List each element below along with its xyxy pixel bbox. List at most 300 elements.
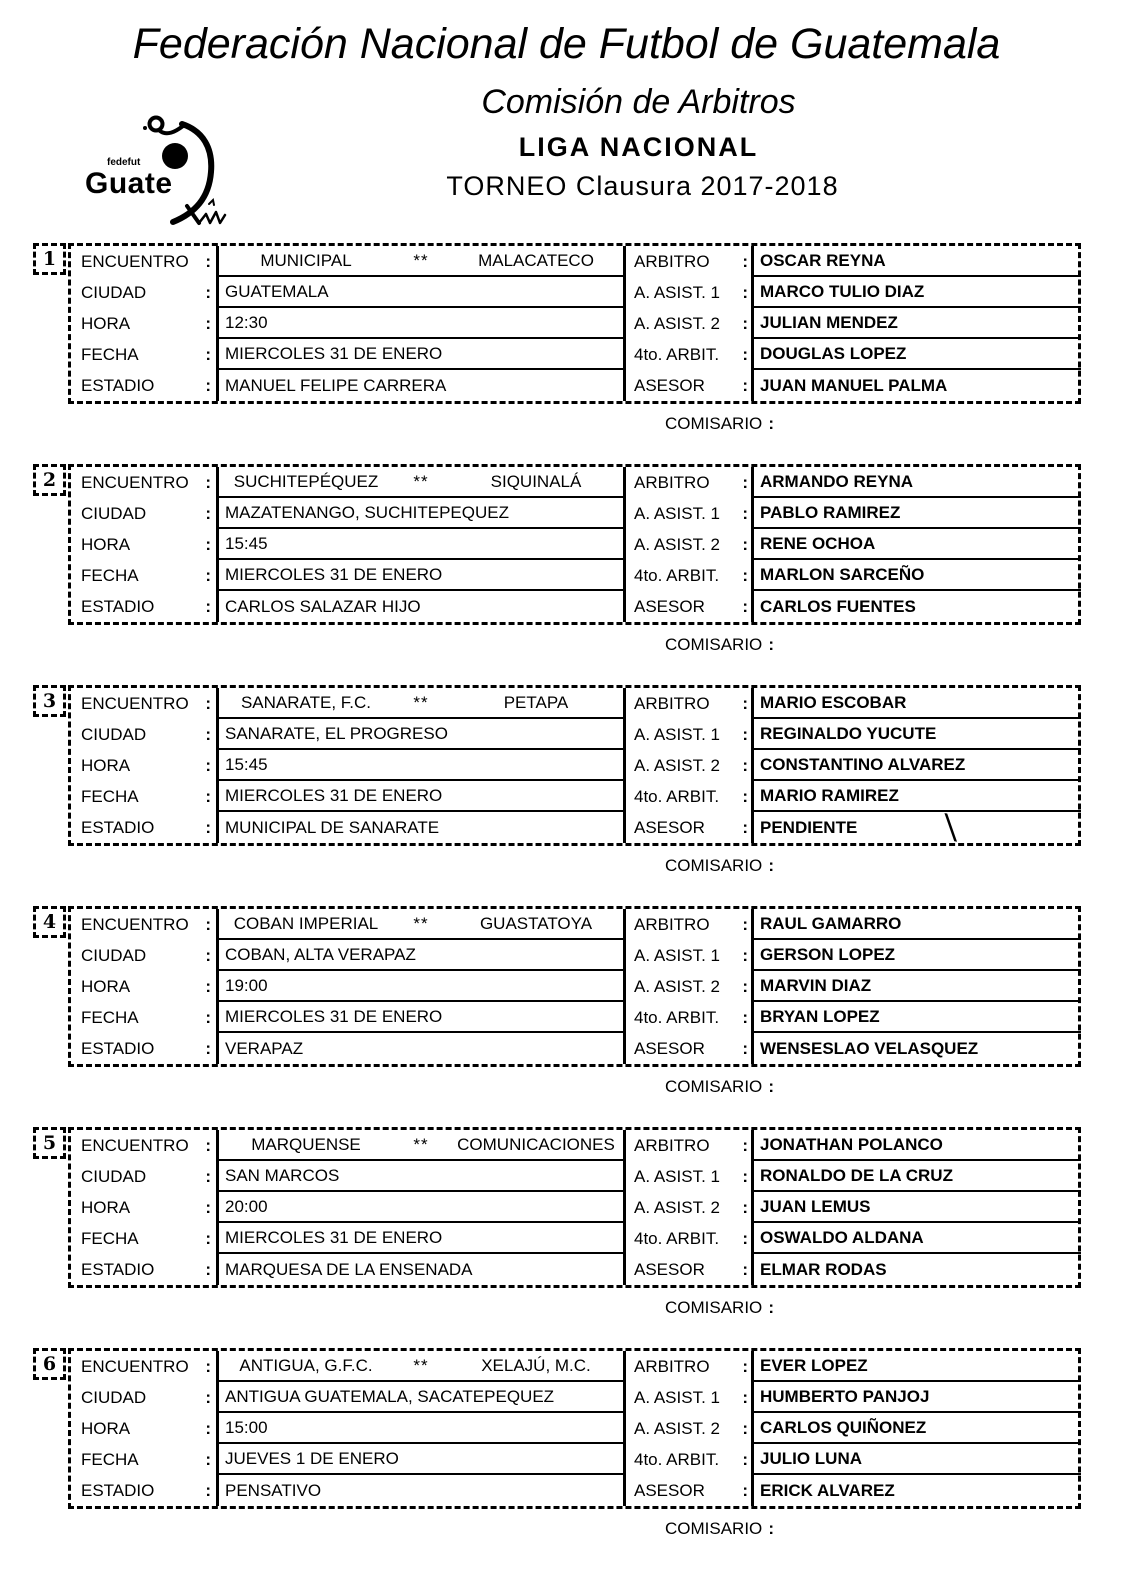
- cuarto-arbitro-value: MARLON SARCEÑO: [754, 560, 1081, 591]
- away-team: COMUNICACIONES: [457, 1134, 615, 1154]
- colon: :: [742, 724, 748, 744]
- hora-value: 20:00: [219, 1192, 623, 1223]
- home-team: COBAN IMPERIAL: [233, 913, 379, 933]
- colon: :: [205, 1007, 211, 1027]
- asist2-value: MARVIN DIAZ: [754, 971, 1081, 1002]
- page-subtitle: Comisión de Arbitros: [481, 83, 796, 121]
- asesor-label-row: [634, 1475, 751, 1506]
- encuentro-label: ENCUENTRO: [81, 472, 189, 492]
- match-block: [33, 464, 1083, 658]
- cuarto-arbitro-label: 4to. ARBIT.: [634, 1007, 720, 1027]
- fecha-label-row: [81, 1002, 216, 1033]
- arbitro-label: ARBITRO: [634, 1135, 710, 1155]
- colon: :: [205, 1135, 211, 1155]
- colon: :: [205, 282, 211, 302]
- colon: :: [742, 313, 748, 333]
- comisario-label: COMISARIO: [665, 1077, 763, 1096]
- asist2-value: JUAN LEMUS: [754, 1192, 1081, 1223]
- hora-label-row: [81, 529, 216, 560]
- colon: :: [742, 344, 748, 364]
- fecha-label-row: [81, 1444, 216, 1475]
- match-number: 3: [33, 685, 66, 717]
- colon: :: [205, 724, 211, 744]
- asist1-label: A. ASIST. 1: [634, 724, 720, 744]
- asist2-label: A. ASIST. 2: [634, 313, 720, 333]
- asesor-value: [754, 591, 1081, 622]
- colon: :: [768, 856, 774, 875]
- ciudad-value: ANTIGUA GUATEMALA, SACATEPEQUEZ: [219, 1382, 623, 1413]
- match-grid: [68, 906, 1081, 1067]
- estadio-label-row: [81, 591, 216, 622]
- asesor-label: ASESOR: [634, 817, 705, 837]
- arbitro-value: EVER LOPEZ: [754, 1351, 1081, 1382]
- arbitro-label: ARBITRO: [634, 251, 710, 271]
- colon: :: [742, 976, 748, 996]
- asist2-value: RENE OCHOA: [754, 529, 1081, 560]
- ciudad-label: CIUDAD: [81, 1387, 147, 1407]
- colon: :: [742, 1166, 748, 1186]
- asist2-value: CARLOS QUIÑONEZ: [754, 1413, 1081, 1444]
- estadio-label: ESTADIO: [81, 375, 155, 395]
- colon: :: [205, 817, 211, 837]
- right-label-column: [623, 467, 751, 622]
- document-header: [0, 0, 1133, 238]
- fecha-label: FECHA: [81, 786, 139, 806]
- ciudad-value: SAN MARCOS: [219, 1161, 623, 1192]
- right-value-column: [751, 1130, 1081, 1285]
- asesor-value: [754, 1033, 1081, 1064]
- colon: :: [205, 375, 211, 395]
- colon: :: [205, 344, 211, 364]
- asesor-value: [754, 1254, 1081, 1285]
- colon: :: [205, 251, 211, 271]
- colon: :: [205, 596, 211, 616]
- colon: :: [205, 976, 211, 996]
- asist1-value: REGINALDO YUCUTE: [754, 719, 1081, 750]
- comisario-row: [665, 632, 785, 658]
- arbitro-label-row: [634, 246, 751, 277]
- colon: :: [742, 817, 748, 837]
- match-number: 2: [33, 464, 66, 496]
- comisario-row: [665, 853, 785, 879]
- estadio-label: ESTADIO: [81, 817, 155, 837]
- hora-label: HORA: [81, 1197, 131, 1217]
- encuentro-label-row: [81, 1351, 216, 1382]
- versus-mark: **: [413, 1134, 429, 1154]
- estadio-value: VERAPAZ: [225, 1038, 304, 1058]
- fecha-label-row: [81, 560, 216, 591]
- ciudad-value: MAZATENANGO, SUCHITEPEQUEZ: [219, 498, 623, 529]
- asist2-label: A. ASIST. 2: [634, 976, 720, 996]
- fecha-label: FECHA: [81, 565, 139, 585]
- fecha-value: JUEVES 1 DE ENERO: [219, 1444, 623, 1475]
- encuentro-value: [219, 688, 623, 719]
- versus-mark: **: [413, 913, 429, 933]
- left-label-column: [71, 688, 216, 843]
- fecha-label-row: [81, 1223, 216, 1254]
- soccer-player-logo-icon: [83, 110, 295, 238]
- asist1-label: A. ASIST. 1: [634, 1166, 720, 1186]
- ciudad-label: CIUDAD: [81, 1166, 147, 1186]
- colon: :: [742, 1259, 748, 1279]
- fedefut-guate-logo: [83, 110, 295, 238]
- hora-label-row: [81, 1413, 216, 1444]
- tournament-title: TORNEO Clausura 2017-2018: [446, 171, 839, 201]
- home-team: MUNICIPAL: [260, 250, 352, 270]
- colon: :: [205, 1038, 211, 1058]
- asist2-label-row: [634, 308, 751, 339]
- right-value-column: [751, 688, 1081, 843]
- match-grid: [68, 685, 1081, 846]
- right-value-column: [751, 909, 1081, 1064]
- fecha-value: MIERCOLES 31 DE ENERO: [219, 1223, 623, 1254]
- colon: :: [742, 693, 748, 713]
- encuentro-value: [219, 909, 623, 940]
- comisario-row: [665, 1516, 785, 1542]
- comisario-row: [665, 1074, 785, 1100]
- colon: :: [742, 565, 748, 585]
- colon: :: [205, 1166, 211, 1186]
- left-label-column: [71, 1130, 216, 1285]
- encuentro-label: ENCUENTRO: [81, 1356, 189, 1376]
- colon: :: [742, 1197, 748, 1217]
- colon: :: [768, 1519, 774, 1538]
- cuarto-arbitro-label-row: [634, 1002, 751, 1033]
- hora-label: HORA: [81, 313, 131, 333]
- home-team: ANTIGUA, G.F.C.: [239, 1355, 373, 1375]
- colon: :: [205, 1259, 211, 1279]
- ciudad-label-row: [81, 719, 216, 750]
- asist1-value: GERSON LOPEZ: [754, 940, 1081, 971]
- ciudad-label-row: [81, 277, 216, 308]
- asist1-label: A. ASIST. 1: [634, 282, 720, 302]
- right-label-column: [623, 688, 751, 843]
- estadio-label: ESTADIO: [81, 1480, 155, 1500]
- cuarto-arbitro-value: OSWALDO ALDANA: [754, 1223, 1081, 1254]
- colon: :: [205, 313, 211, 333]
- fecha-label-row: [81, 339, 216, 370]
- asist1-label: A. ASIST. 1: [634, 945, 720, 965]
- cuarto-arbitro-value: DOUGLAS LOPEZ: [754, 339, 1081, 370]
- left-value-column: [216, 909, 623, 1064]
- colon: :: [205, 1197, 211, 1217]
- hora-label: HORA: [81, 534, 131, 554]
- left-label-column: [71, 909, 216, 1064]
- asist1-label-row: [634, 1382, 751, 1413]
- fecha-value: MIERCOLES 31 DE ENERO: [219, 1002, 623, 1033]
- asist2-value: CONSTANTINO ALVAREZ: [754, 750, 1081, 781]
- fecha-value: MIERCOLES 31 DE ENERO: [219, 560, 623, 591]
- colon: :: [205, 786, 211, 806]
- versus-mark: **: [413, 692, 429, 712]
- encuentro-label-row: [81, 1130, 216, 1161]
- estadio-label-row: [81, 812, 216, 843]
- right-label-column: [623, 246, 751, 401]
- match-block: [33, 1127, 1083, 1321]
- cuarto-arbitro-label-row: [634, 1223, 751, 1254]
- colon: :: [742, 596, 748, 616]
- left-label-column: [71, 467, 216, 622]
- hora-label-row: [81, 971, 216, 1002]
- encuentro-value: [219, 1130, 623, 1161]
- cuarto-arbitro-label-row: [634, 560, 751, 591]
- cuarto-arbitro-label-row: [634, 339, 751, 370]
- estadio-label-row: [81, 1254, 216, 1285]
- estadio-label: ESTADIO: [81, 1038, 155, 1058]
- asesor-label-row: [634, 812, 751, 843]
- left-label-column: [71, 246, 216, 401]
- league-title: LIGA NACIONAL: [518, 132, 759, 162]
- asist1-label-row: [634, 498, 751, 529]
- left-value-column: [216, 1130, 623, 1285]
- hora-label: HORA: [81, 976, 131, 996]
- ciudad-value: COBAN, ALTA VERAPAZ: [219, 940, 623, 971]
- colon: :: [742, 1228, 748, 1248]
- fecha-label: FECHA: [81, 1449, 139, 1469]
- away-team: SIQUINALÁ: [490, 471, 582, 491]
- arbitro-label: ARBITRO: [634, 693, 710, 713]
- estadio-label-row: [81, 370, 216, 401]
- match-number: 6: [33, 1348, 66, 1380]
- right-value-column: [751, 246, 1081, 401]
- colon: :: [205, 1228, 211, 1248]
- asesor-label-row: [634, 591, 751, 622]
- asist1-value: MARCO TULIO DIAZ: [754, 277, 1081, 308]
- away-team: PETAPA: [503, 692, 569, 712]
- arbitro-label-row: [634, 1130, 751, 1161]
- encuentro-label-row: [81, 909, 216, 940]
- arbitro-value: MARIO ESCOBAR: [754, 688, 1081, 719]
- arbitro-value: RAUL GAMARRO: [754, 909, 1081, 940]
- fecha-label: FECHA: [81, 344, 139, 364]
- cuarto-arbitro-label: 4to. ARBIT.: [634, 344, 720, 364]
- match-grid: [68, 243, 1081, 404]
- estadio-value: MANUEL FELIPE CARRERA: [225, 375, 447, 395]
- colon: :: [742, 375, 748, 395]
- colon: :: [742, 472, 748, 492]
- hora-value: 12:30: [219, 308, 623, 339]
- arbitro-label: ARBITRO: [634, 472, 710, 492]
- away-team: XELAJÚ, M.C.: [481, 1355, 591, 1375]
- hora-label: HORA: [81, 755, 131, 775]
- match-grid: [68, 1127, 1081, 1288]
- colon: :: [742, 945, 748, 965]
- hora-value: 19:00: [219, 971, 623, 1002]
- colon: :: [205, 914, 211, 934]
- asist2-label-row: [634, 750, 751, 781]
- colon: :: [742, 282, 748, 302]
- colon: :: [205, 1480, 211, 1500]
- asesor-label: ASESOR: [634, 1038, 705, 1058]
- fecha-value: MIERCOLES 31 DE ENERO: [219, 781, 623, 812]
- arbitro-value: JONATHAN POLANCO: [754, 1130, 1081, 1161]
- colon: :: [742, 1418, 748, 1438]
- right-label-column: [623, 1351, 751, 1506]
- ciudad-label-row: [81, 940, 216, 971]
- hora-label: HORA: [81, 1418, 131, 1438]
- asist1-label: A. ASIST. 1: [634, 503, 720, 523]
- asesor-name: ERICK ALVAREZ: [760, 1480, 895, 1500]
- colon: :: [742, 1480, 748, 1500]
- cuarto-arbitro-value: MARIO RAMIREZ: [754, 781, 1081, 812]
- asesor-name: WENSESLAO VELASQUEZ: [760, 1038, 979, 1058]
- colon: :: [205, 755, 211, 775]
- estadio-value: PENSATIVO: [225, 1480, 322, 1500]
- estadio-value: CARLOS SALAZAR HIJO: [225, 596, 421, 616]
- colon: :: [742, 251, 748, 271]
- right-value-column: [751, 467, 1081, 622]
- asist2-label: A. ASIST. 2: [634, 534, 720, 554]
- logo-brand: Guate: [85, 167, 173, 200]
- asesor-label: ASESOR: [634, 1259, 705, 1279]
- comisario-label: COMISARIO: [665, 414, 763, 433]
- versus-mark: **: [413, 1355, 429, 1375]
- asist1-label-row: [634, 1161, 751, 1192]
- estadio-label: ESTADIO: [81, 596, 155, 616]
- asist2-label: A. ASIST. 2: [634, 755, 720, 775]
- colon: :: [205, 1387, 211, 1407]
- hora-value: 15:45: [219, 750, 623, 781]
- asist2-label: A. ASIST. 2: [634, 1197, 720, 1217]
- match-grid: [68, 1348, 1081, 1509]
- encuentro-value: [219, 467, 623, 498]
- comisario-row: [665, 1295, 785, 1321]
- asist1-label: A. ASIST. 1: [634, 1387, 720, 1407]
- encuentro-label: ENCUENTRO: [81, 1135, 189, 1155]
- versus-mark: **: [413, 250, 429, 270]
- arbitro-label-row: [634, 688, 751, 719]
- colon: :: [742, 1356, 748, 1376]
- pen-mark: ╲: [942, 813, 959, 841]
- cuarto-arbitro-value: JULIO LUNA: [754, 1444, 1081, 1475]
- colon: :: [742, 1135, 748, 1155]
- asesor-value: [754, 1475, 1081, 1506]
- encuentro-label: ENCUENTRO: [81, 251, 189, 271]
- ciudad-label: CIUDAD: [81, 282, 147, 302]
- asist2-label-row: [634, 529, 751, 560]
- colon: :: [205, 565, 211, 585]
- asesor-name: PENDIENTE: [760, 817, 858, 837]
- match-number: 5: [33, 1127, 66, 1159]
- fecha-label: FECHA: [81, 1228, 139, 1248]
- colon: :: [742, 755, 748, 775]
- encuentro-label-row: [81, 467, 216, 498]
- asist2-label-row: [634, 1413, 751, 1444]
- asesor-label: ASESOR: [634, 375, 705, 395]
- colon: :: [205, 503, 211, 523]
- ciudad-label-row: [81, 1382, 216, 1413]
- home-team: SANARATE, F.C.: [240, 692, 372, 712]
- cuarto-arbitro-label: 4to. ARBIT.: [634, 565, 720, 585]
- arbitro-label-row: [634, 1351, 751, 1382]
- match-block: [33, 906, 1083, 1100]
- comisario-label: COMISARIO: [665, 856, 763, 875]
- estadio-value: MUNICIPAL DE SANARATE: [225, 817, 440, 837]
- match-block: [33, 685, 1083, 879]
- left-value-column: [216, 246, 623, 401]
- asist2-label-row: [634, 971, 751, 1002]
- asesor-value: [754, 812, 1081, 843]
- estadio-value: MARQUESA DE LA ENSENADA: [225, 1259, 473, 1279]
- colon: :: [742, 1387, 748, 1407]
- asist1-label-row: [634, 940, 751, 971]
- colon: :: [205, 945, 211, 965]
- colon: :: [742, 1449, 748, 1469]
- colon: :: [205, 472, 211, 492]
- ciudad-label: CIUDAD: [81, 945, 147, 965]
- colon: :: [742, 786, 748, 806]
- ciudad-label: CIUDAD: [81, 724, 147, 744]
- asesor-label: ASESOR: [634, 596, 705, 616]
- away-team: MALACATECO: [478, 250, 594, 270]
- fecha-label-row: [81, 781, 216, 812]
- left-value-column: [216, 1351, 623, 1506]
- comisario-label: COMISARIO: [665, 635, 763, 654]
- comisario-row: [665, 411, 785, 437]
- away-team: GUASTATOYA: [479, 913, 593, 933]
- colon: :: [768, 635, 774, 654]
- logo-tagline: fedefut: [107, 157, 141, 168]
- cuarto-arbitro-label-row: [634, 1444, 751, 1475]
- match-grid: [68, 464, 1081, 625]
- asesor-name: CARLOS FUENTES: [760, 596, 916, 616]
- asesor-label: ASESOR: [634, 1480, 705, 1500]
- asesor-name: ELMAR RODAS: [760, 1259, 887, 1279]
- versus-mark: **: [413, 471, 429, 491]
- encuentro-label-row: [81, 246, 216, 277]
- colon: :: [742, 1007, 748, 1027]
- asesor-label-row: [634, 1254, 751, 1285]
- asist2-label-row: [634, 1192, 751, 1223]
- arbitro-value: ARMANDO REYNA: [754, 467, 1081, 498]
- cuarto-arbitro-value: BRYAN LOPEZ: [754, 1002, 1081, 1033]
- hora-label-row: [81, 1192, 216, 1223]
- page-title: Federación Nacional de Futbol de Guatemala: [132, 20, 1001, 68]
- encuentro-value: [219, 246, 623, 277]
- ciudad-label-row: [81, 498, 216, 529]
- left-value-column: [216, 688, 623, 843]
- asist1-label-row: [634, 277, 751, 308]
- arbitro-label-row: [634, 909, 751, 940]
- colon: :: [742, 1038, 748, 1058]
- right-label-column: [623, 1130, 751, 1285]
- hora-value: 15:45: [219, 529, 623, 560]
- asist1-value: RONALDO DE LA CRUZ: [754, 1161, 1081, 1192]
- home-team: MARQUENSE: [251, 1134, 361, 1154]
- ciudad-label: CIUDAD: [81, 503, 147, 523]
- asist1-value: HUMBERTO PANJOJ: [754, 1382, 1081, 1413]
- colon: :: [205, 693, 211, 713]
- colon: :: [742, 534, 748, 554]
- ciudad-value: GUATEMALA: [219, 277, 623, 308]
- asist1-label-row: [634, 719, 751, 750]
- match-list: [33, 243, 1083, 1569]
- colon: :: [742, 503, 748, 523]
- asist1-value: PABLO RAMIREZ: [754, 498, 1081, 529]
- encuentro-label: ENCUENTRO: [81, 693, 189, 713]
- encuentro-value: [219, 1351, 623, 1382]
- match-number: 4: [33, 906, 66, 938]
- colon: :: [742, 914, 748, 934]
- colon: :: [205, 1449, 211, 1469]
- fecha-label: FECHA: [81, 1007, 139, 1027]
- asesor-label-row: [634, 1033, 751, 1064]
- cuarto-arbitro-label: 4to. ARBIT.: [634, 1449, 720, 1469]
- comisario-label: COMISARIO: [665, 1519, 763, 1538]
- arbitro-label: ARBITRO: [634, 914, 710, 934]
- hora-label-row: [81, 308, 216, 339]
- asesor-name: JUAN MANUEL PALMA: [760, 375, 948, 395]
